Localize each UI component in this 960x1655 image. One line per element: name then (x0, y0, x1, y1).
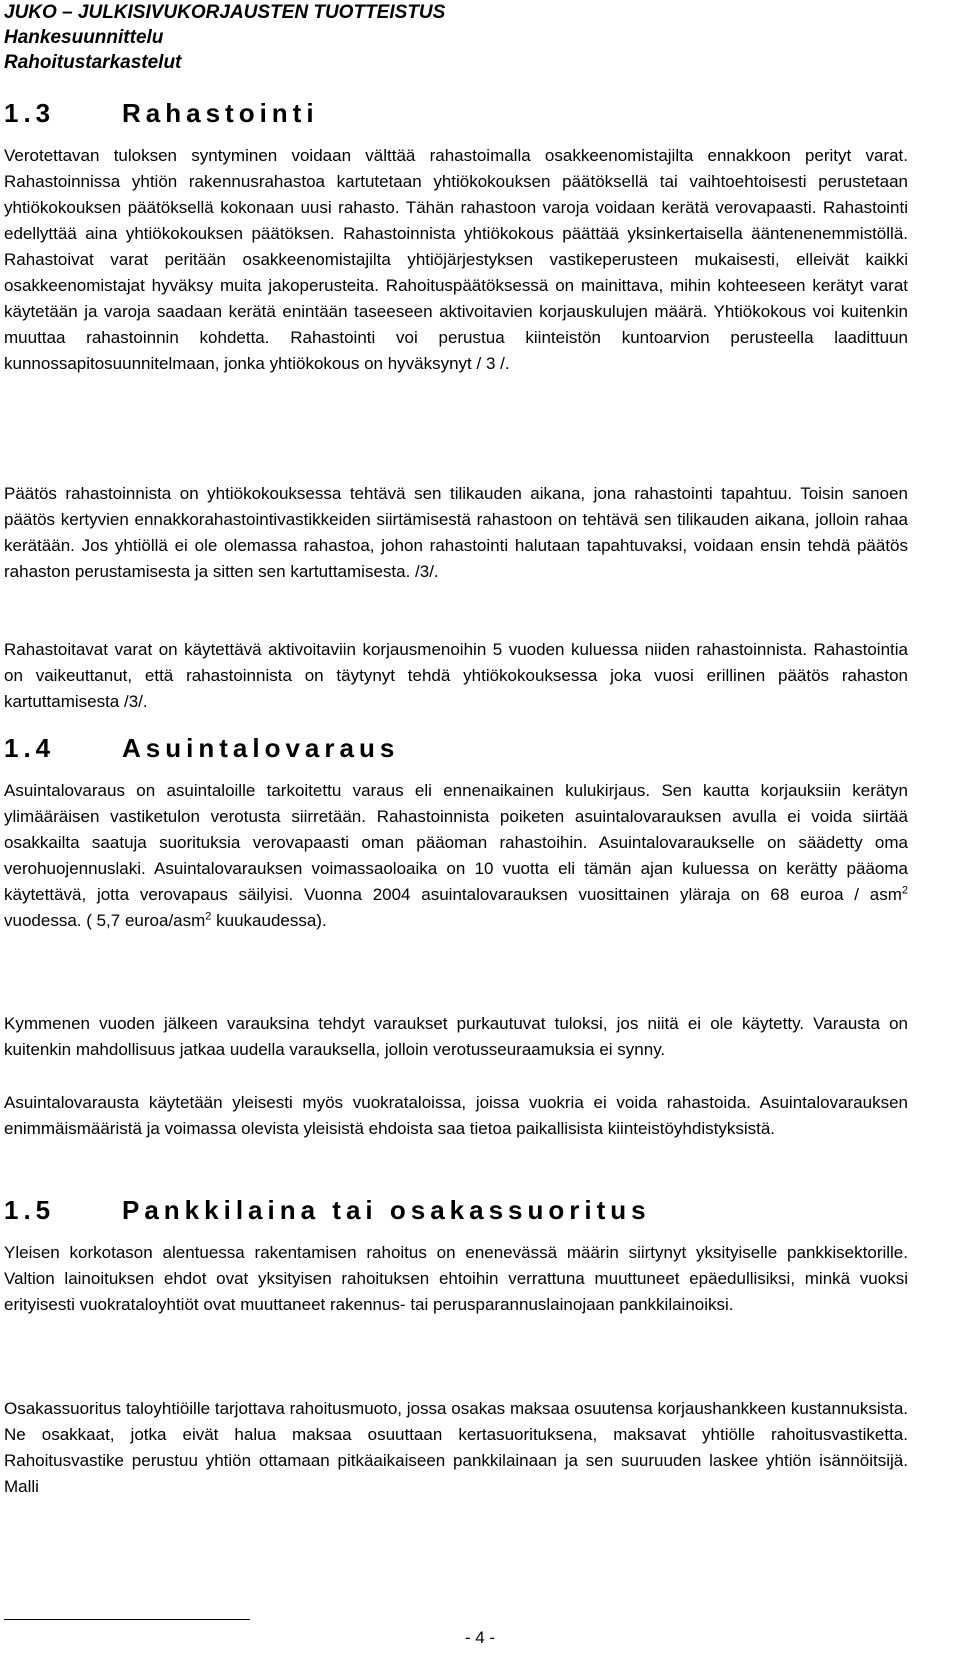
page-number: - 4 - (464, 1628, 496, 1647)
section-number: 1.3 (4, 98, 56, 128)
header-project-title: JUKO – JULKISIVUKORJAUSTEN TUOTTEISTUS (4, 2, 446, 23)
section-number: 1.4 (4, 733, 56, 763)
paragraph: Verotettavan tuloksen syntyminen voidaan välttää rahastoimalla osakkeenomistajilta ennakkoon perityt varat. Rahastoinnissa yhtiön rakennusrahastoa kartutetaan yhtiökokouksen päätöksellä tai vaihtoehtoisesti perustetaan yhtiökokouksen päätöksellä kokonaan uusi rahasto. Tähän rahastoon varoja voidaan kerätä verovapaasti. Rahastointi edellyttää aina yhtiökokouksen päätöksen. Rahastoinnista yhtiökokous päättää yksinkertaisella ääntenenemmistöllä. Rahastoivat varat peritään osakkeenomistajilta yhtiöjärjestyksen vastikeperusteen mukaisesti, elleivät kaikki osakkeenomistajat hyväksy muita jakoperusteita. Rahoituspäätöksessä on mainittava, mihin kohteeseen kerätyt varat käytetään ja varoja saadaan kerätä enintään taseeseen aktivoitavien korjauskulujen määrä. Yhtiökokous voi kuitenkin muuttaa rahastoinnin kohdetta. Rahastointi voi perustua kiinteistön kuntoarvion perusteella laadittuun kunnossapitosuunnitelmaan, jonka yhtiökokous on hyväksynyt / 3 /. (4, 146, 908, 373)
superscript: 2 (901, 884, 908, 897)
header-subtitle: Hankesuunnittelu (4, 27, 164, 48)
header-section: Rahoitustarkastelut (4, 52, 182, 73)
section-title: Rahastointi (122, 98, 319, 128)
section-title: Pankkilaina tai osakassuoritus (122, 1195, 651, 1225)
paragraph: Yleisen korkotason alentuessa rakentamisen rahoitus on enenevässä määrin siirtynyt yksityiselle pankkisektorille. Valtion lainoituksen ehdot ovat yksityisen rahoituksen ehtoihin verrattuna muuttuneet epäedullisiksi, minkä vuoksi erityisesti vuokrataloyhtiöt ovat muuttaneet rakennus- tai perusparannuslainojaan pankkilainoiksi. (4, 1243, 908, 1314)
section-number: 1.5 (4, 1195, 56, 1225)
paragraph: Päätös rahastoinnista on yhtiökokouksessa tehtävä sen tilikauden aikana, jona rahastointi tapahtuu. Toisin sanoen päätös kertyvien ennakkorahastointivastikkeiden siirtämisestä rahastoon on tehtävä sen tilikauden aikana, jolloin rahaa kerätään. Jos yhtiöllä ei ole olemassa rahastoa, johon rahastointi halutaan tapahtuvaksi, voidaan ensin tehdä päätös rahaston perustamisesta ja sitten sen kartuttamisesta. /3/. (4, 484, 908, 581)
section-title: Asuintalovaraus (122, 733, 400, 763)
paragraph: Rahastoitavat varat on käytettävä aktivoitaviin korjausmenoihin 5 vuoden kuluessa niiden rahastoinnista. Rahastointia on vaikeuttanut, että rahastoinnista on täytynyt tehdä yhtiökokouksessa joka vuosi erillinen päätös rahaston kartuttamisesta /3/. (4, 640, 908, 711)
section-heading-1-5 (4, 1195, 651, 1226)
paragraph: Osakassuoritus taloyhtiöille tarjottava rahoitusmuoto, jossa osakas maksaa osuutensa korjaushankkeen kustannuksista. Ne osakkaat, jotka eivät halua maksaa osuuttaan kertasuorituksena, maksavat yhtiölle rahoitusvastiketta. Rahoitusvastike perustuu yhtiön ottamaan pitkäaikaiseen pankkilainaan ja sen suuruuden laskee yhtiön isännöitsijä. Malli (4, 1399, 908, 1496)
section-heading-1-4 (4, 733, 399, 764)
paragraph-text: Asuintalovaraus on asuintaloille tarkoitettu varaus eli ennenaikainen kulukirjaus. Sen kautta korjauksiin kerätyn ylimääräisen vastiketulon verotusta siirretään. Rahastoinnista poiketen asuintalovarauksen avulla ei voida siirtää osakkailta saatuja suorituksia verovapaasti oman pääoman rahastoihin. Asuintalovaraukselle on säädetty oma verohuojennuslaki. Asuintalovarauksen voimassaoloaika on 10 vuotta eli tämän ajan kuluessa on kerätty pääoma käytettävä, jotta verovapaus säilyisi. Vuonna 2004 asuintalovarauksen vuosittainen yläraja on 68 euroa / asm (4, 781, 908, 904)
section-heading-1-3 (4, 98, 319, 129)
paragraph-text: kuukaudessa). (211, 911, 327, 930)
footer-rule (4, 1619, 250, 1620)
paragraph-text: vuodessa. ( 5,7 euroa/asm (4, 911, 206, 930)
paragraph (4, 778, 908, 934)
paragraph: Kymmenen vuoden jälkeen varauksina tehdyt varaukset purkautuvat tuloksi, jos niitä ei ole käytetty. Varausta on kuitenkin mahdollisuus jatkaa uudella varauksella, jolloin verotusseuraamuksia ei synny. (4, 1014, 908, 1059)
paragraph: Asuintalovarausta käytetään yleisesti myös vuokrataloissa, joissa vuokria ei voida rahastoida. Asuintalovarauksen enimmäismääristä ja voimassa olevista yleisistä ehdoista saa tietoa paikallisista kiinteistöyhdistyksistä. (4, 1093, 908, 1138)
superscript: 2 (205, 910, 212, 923)
running-header (4, 0, 445, 75)
